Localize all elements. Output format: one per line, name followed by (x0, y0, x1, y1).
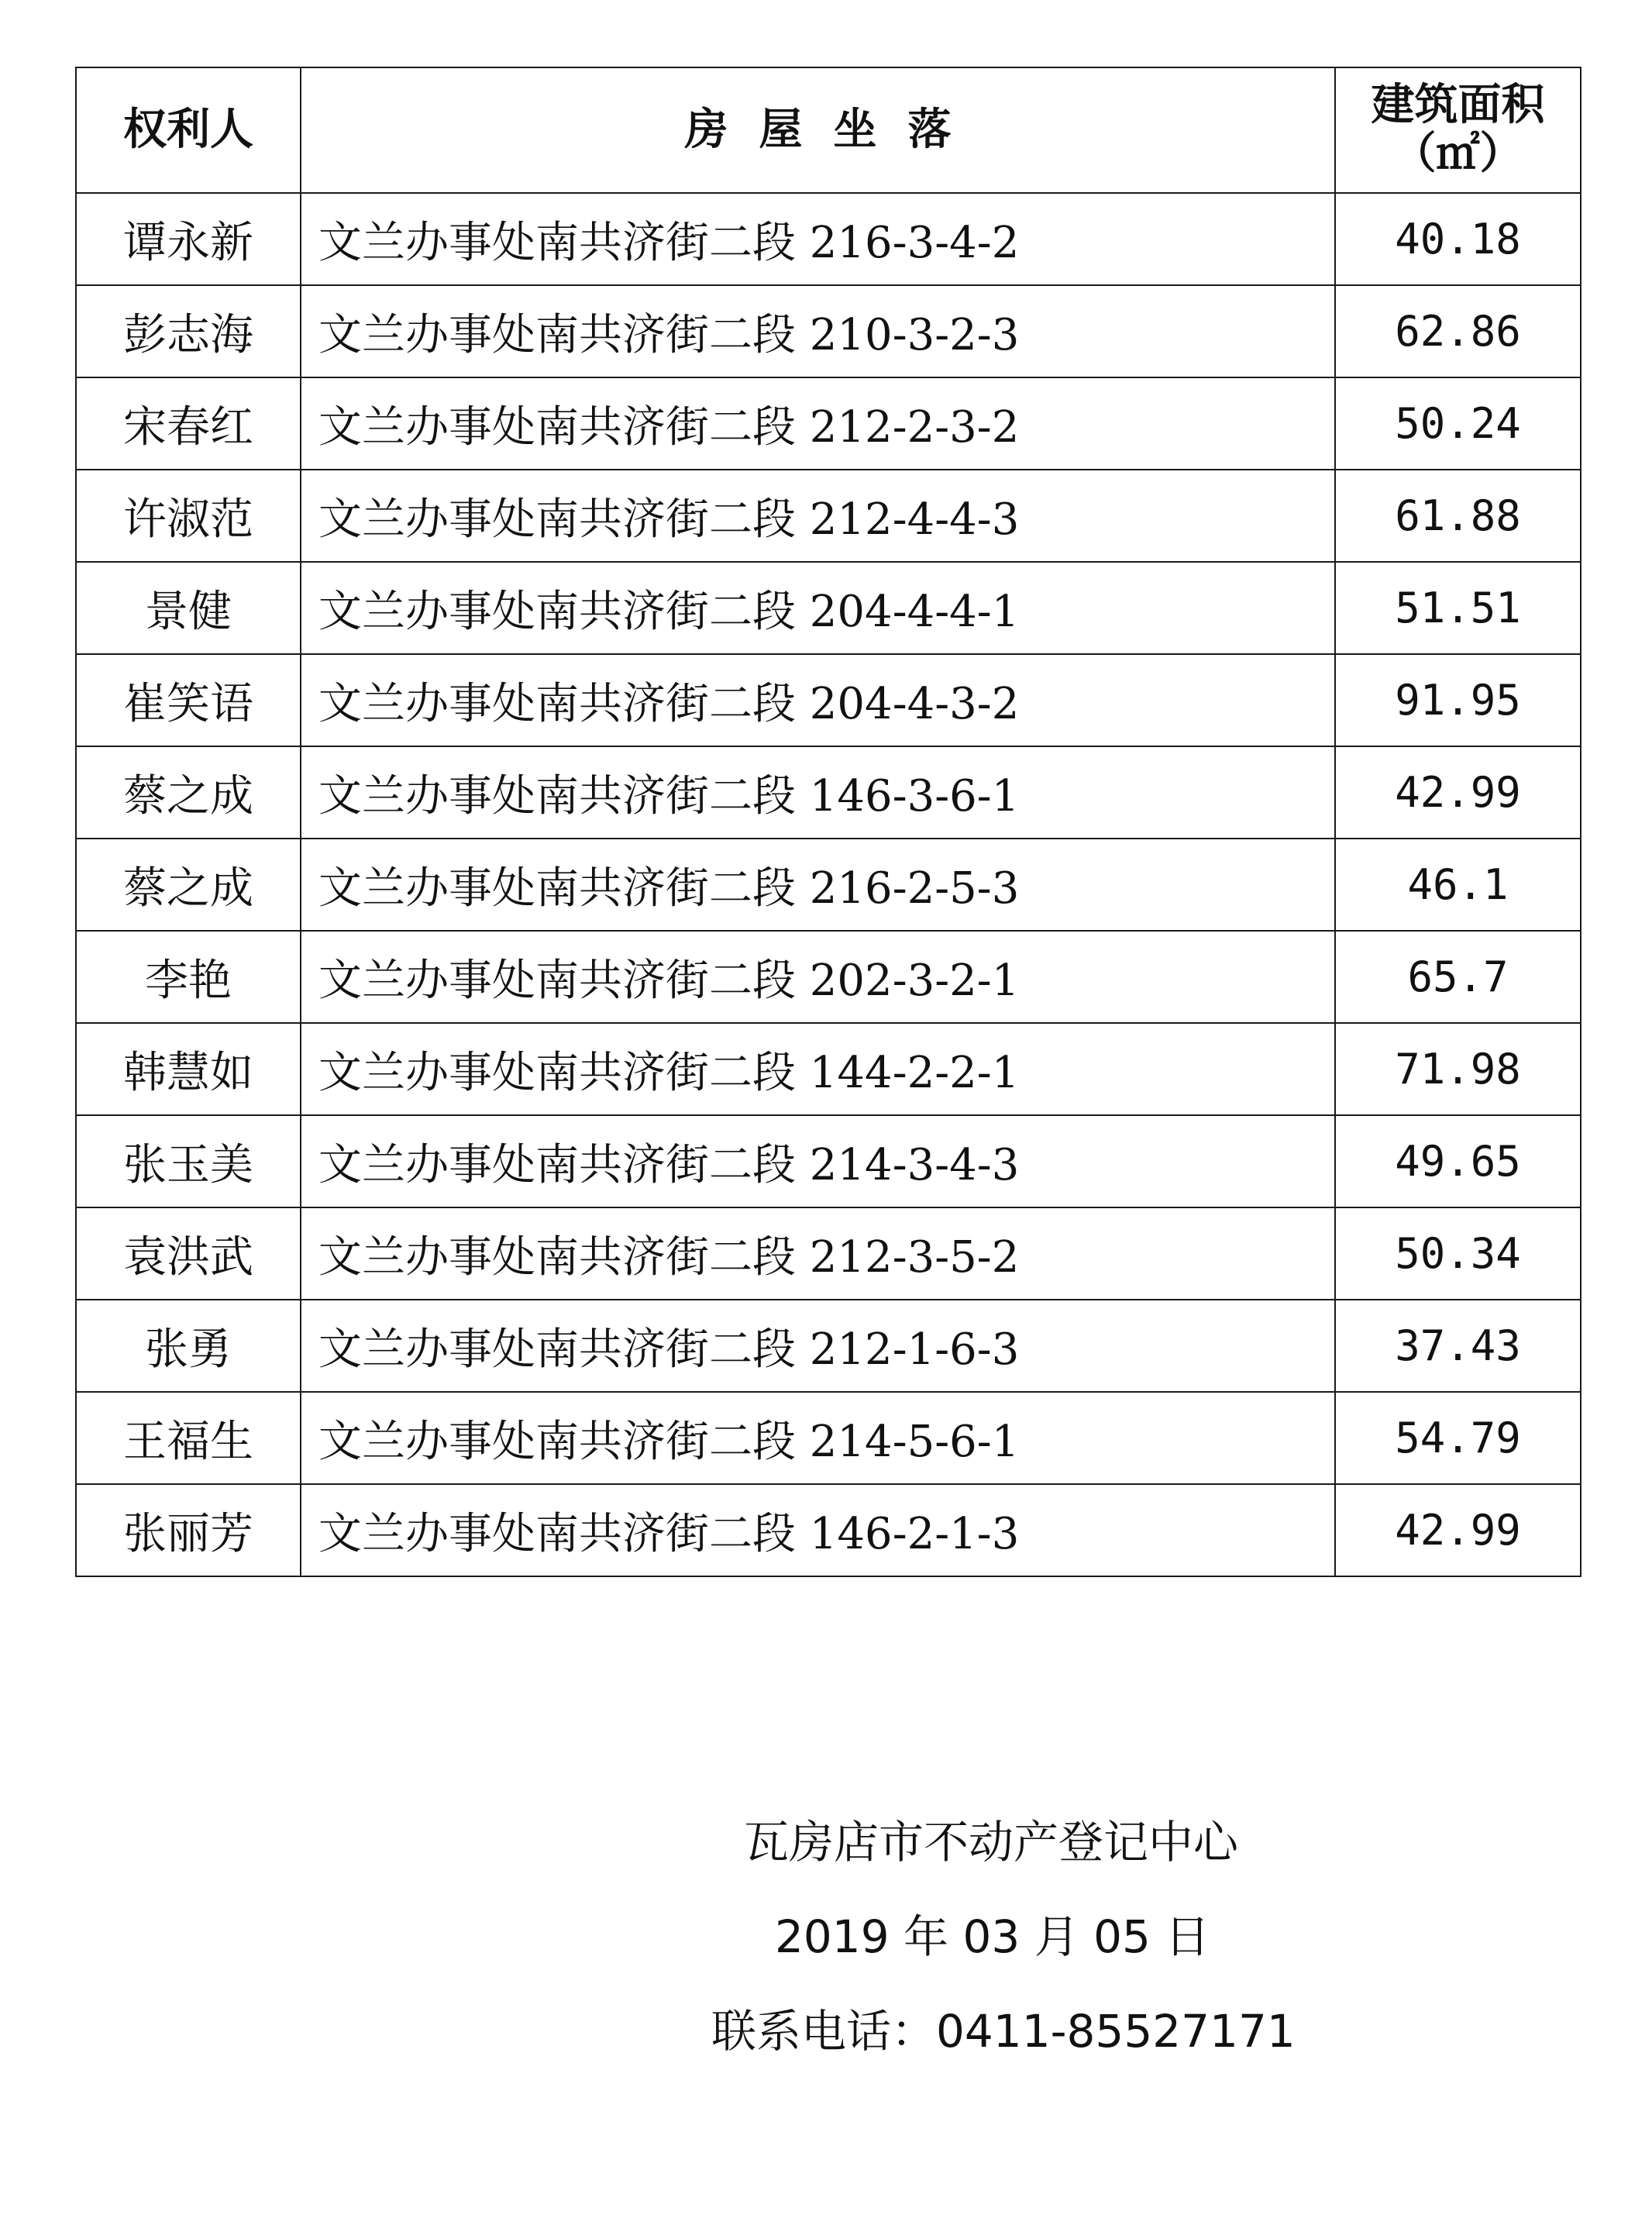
area-cell: 49.65 (1335, 1115, 1581, 1207)
location-cell: 文兰办事处南共济街二段 212-3-5-2 (301, 1207, 1335, 1300)
owner-cell: 崔笑语 (76, 654, 301, 746)
area-cell: 71.98 (1335, 1023, 1581, 1115)
location-cell: 文兰办事处南共济街二段 146-3-6-1 (301, 746, 1335, 839)
table-row (76, 1207, 1581, 1300)
location-cell: 文兰办事处南共济街二段 212-2-3-2 (301, 377, 1335, 470)
header-area-title: 建筑面积 (1371, 80, 1545, 131)
contact-phone: 联系电话：0411-85527171 (711, 2005, 1296, 2058)
table-row (76, 654, 1581, 746)
area-cell: 50.34 (1335, 1207, 1581, 1300)
table-header-row (76, 67, 1581, 193)
location-cell: 文兰办事处南共济街二段 212-1-6-3 (301, 1300, 1335, 1392)
area-cell: 91.95 (1335, 654, 1581, 746)
owner-cell: 张玉美 (76, 1115, 301, 1207)
area-cell: 46.1 (1335, 839, 1581, 931)
area-cell: 40.18 (1335, 193, 1581, 285)
location-cell: 文兰办事处南共济街二段 204-4-4-1 (301, 562, 1335, 654)
owner-cell: 王福生 (76, 1392, 301, 1484)
table-header (76, 67, 1581, 193)
table-row (76, 562, 1581, 654)
area-cell: 62.86 (1335, 285, 1581, 377)
area-cell: 54.79 (1335, 1392, 1581, 1484)
owner-cell: 宋春红 (76, 377, 301, 470)
table-row (76, 1115, 1581, 1207)
owner-cell: 蔡之成 (76, 839, 301, 931)
location-cell: 文兰办事处南共济街二段 214-5-6-1 (301, 1392, 1335, 1484)
area-cell: 51.51 (1335, 562, 1581, 654)
header-area (1335, 67, 1581, 193)
location-cell: 文兰办事处南共济街二段 204-4-3-2 (301, 654, 1335, 746)
owner-cell: 景健 (76, 562, 301, 654)
location-cell: 文兰办事处南共济街二段 214-3-4-3 (301, 1115, 1335, 1207)
owner-cell: 韩慧如 (76, 1023, 301, 1115)
table-row (76, 377, 1581, 470)
table-row (76, 193, 1581, 285)
owner-cell: 蔡之成 (76, 746, 301, 839)
table-row (76, 931, 1581, 1023)
area-cell: 50.24 (1335, 377, 1581, 470)
location-cell: 文兰办事处南共济街二段 216-3-4-2 (301, 193, 1335, 285)
property-registry-table (75, 67, 1581, 1577)
owner-cell: 彭志海 (76, 285, 301, 377)
table-row (76, 1484, 1581, 1576)
table-row (76, 1023, 1581, 1115)
area-cell: 42.99 (1335, 1484, 1581, 1576)
table-row (76, 746, 1581, 839)
owner-cell: 李艳 (76, 931, 301, 1023)
header-area-unit: （㎡） (1392, 129, 1523, 179)
table-row (76, 1392, 1581, 1484)
header-owner: 权利人 (76, 67, 301, 193)
table-row (76, 839, 1581, 931)
owner-cell: 张丽芳 (76, 1484, 301, 1576)
owner-cell: 许淑范 (76, 470, 301, 562)
location-cell: 文兰办事处南共济街二段 144-2-2-1 (301, 1023, 1335, 1115)
table-row (76, 1300, 1581, 1392)
location-cell: 文兰办事处南共济街二段 146-2-1-3 (301, 1484, 1335, 1576)
area-cell: 65.7 (1335, 931, 1581, 1023)
location-cell: 文兰办事处南共济街二段 202-3-2-1 (301, 931, 1335, 1023)
owner-cell: 袁洪武 (76, 1207, 301, 1300)
header-location: 房屋坐落 (301, 67, 1335, 193)
area-cell: 37.43 (1335, 1300, 1581, 1392)
issuing-organization: 瓦房店市不动产登记中心 (744, 1816, 1239, 1869)
area-cell: 42.99 (1335, 746, 1581, 839)
table-row (76, 470, 1581, 562)
area-cell: 61.88 (1335, 470, 1581, 562)
owner-cell: 张勇 (76, 1300, 301, 1392)
location-cell: 文兰办事处南共济街二段 210-3-2-3 (301, 285, 1335, 377)
issue-date: 2019 年 03 月 05 日 (775, 1910, 1210, 1963)
table-body (76, 193, 1581, 1576)
location-cell: 文兰办事处南共济街二段 216-2-5-3 (301, 839, 1335, 931)
location-cell: 文兰办事处南共济街二段 212-4-4-3 (301, 470, 1335, 562)
table-row (76, 285, 1581, 377)
owner-cell: 谭永新 (76, 193, 301, 285)
